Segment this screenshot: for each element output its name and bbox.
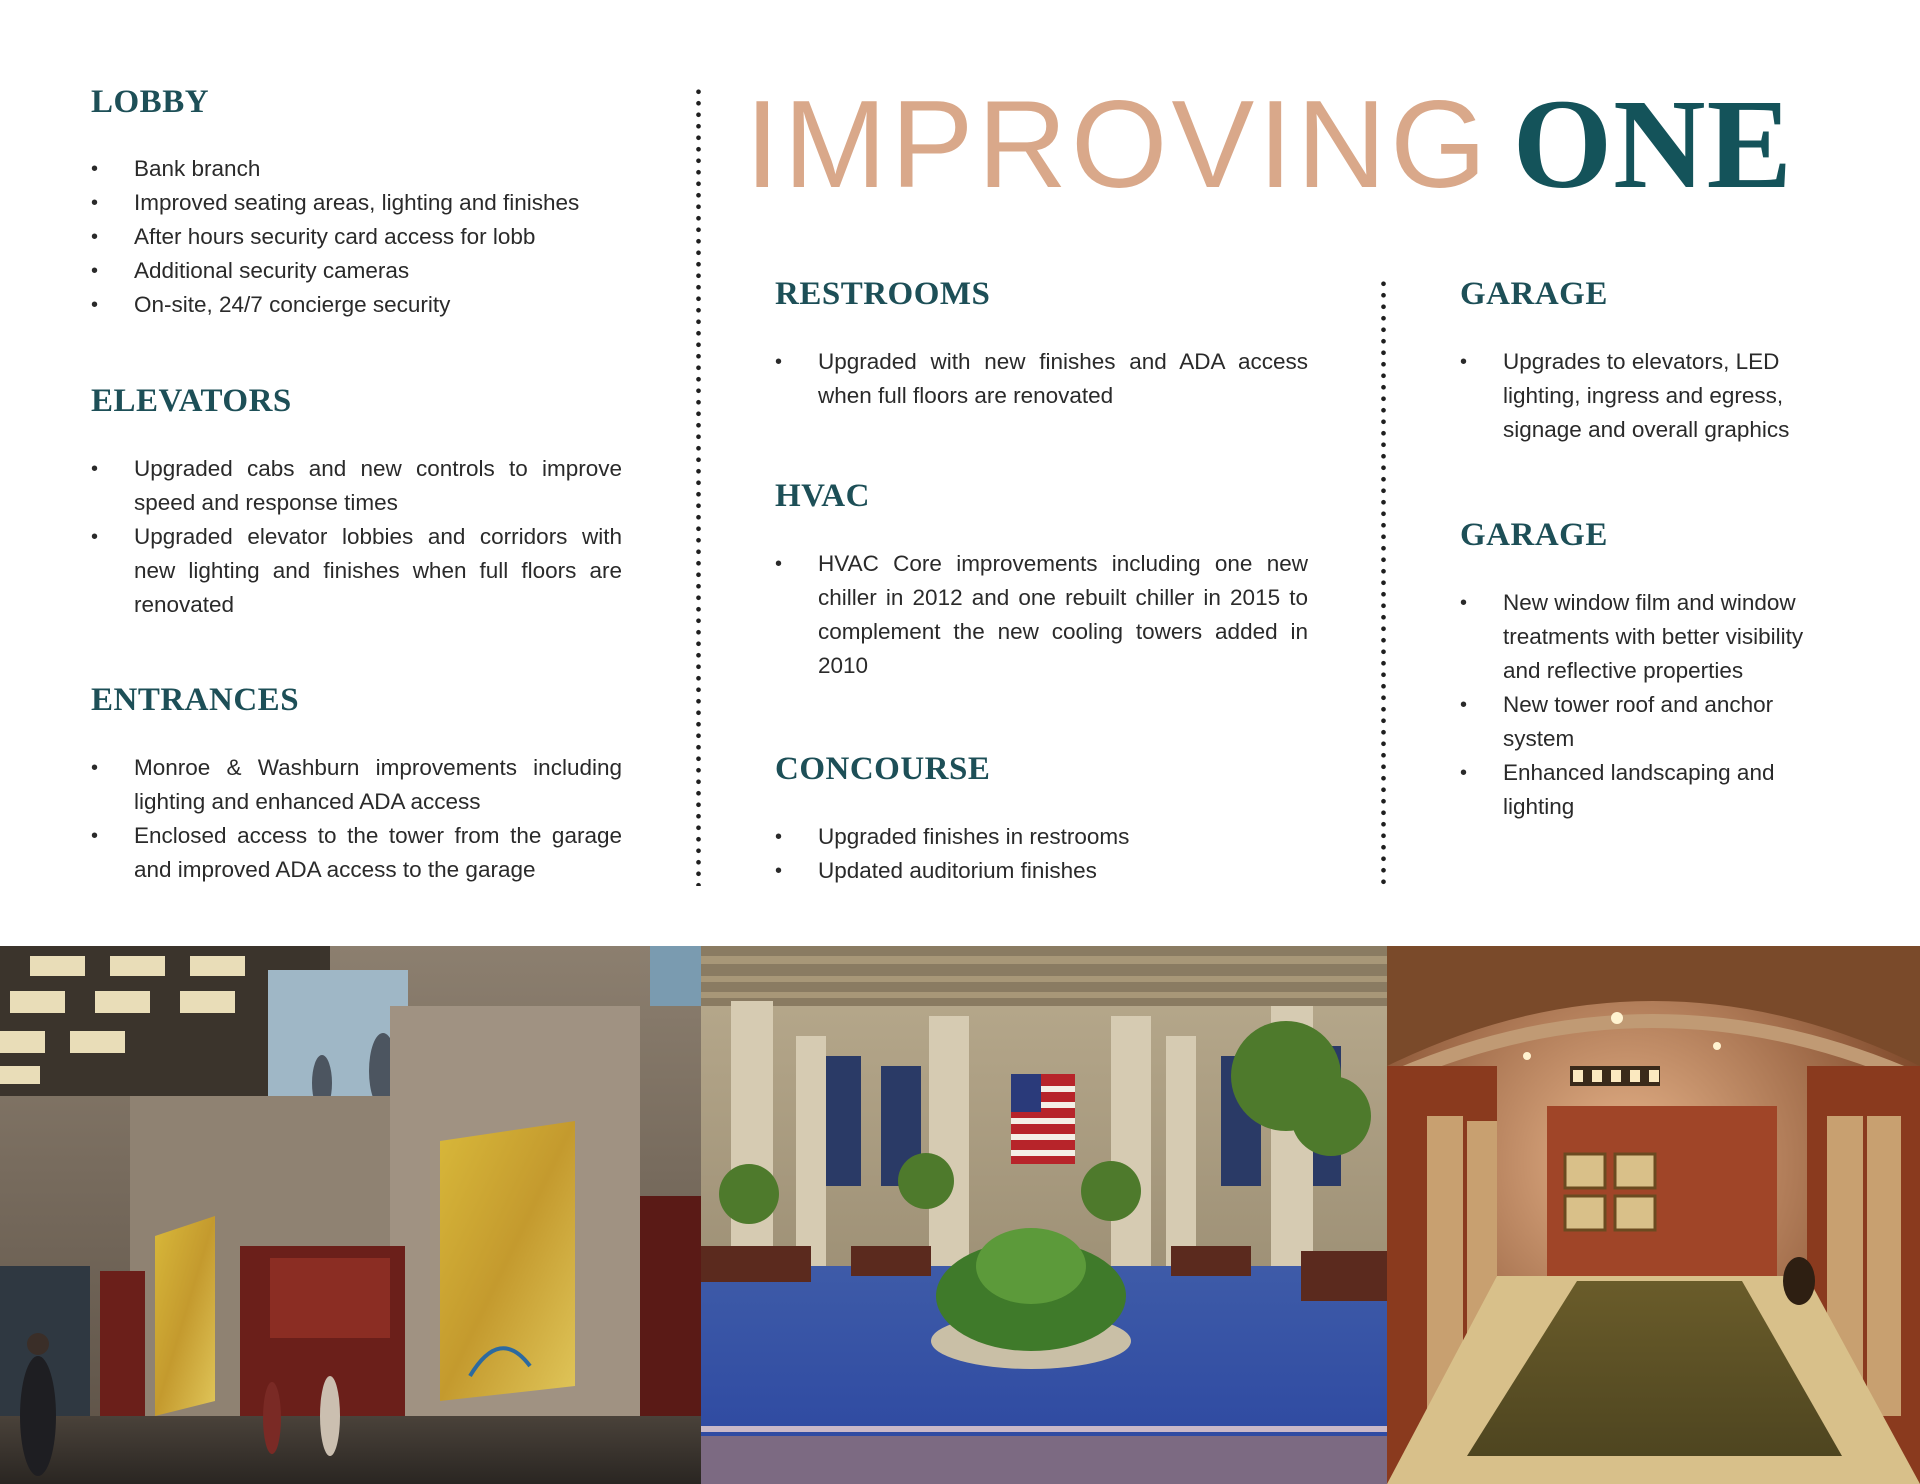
column-divider: [696, 86, 701, 886]
list-item: • Upgraded elevator lobbies and corridors with new lighting and finishes when full floors are renovated: [91, 520, 622, 622]
title-bold: ONE: [1512, 73, 1793, 215]
garage-list: [1460, 345, 1832, 447]
page-title: [745, 73, 1793, 215]
entrances-list: [91, 751, 622, 887]
concourse-heading: CONCOURSE: [775, 751, 991, 787]
list-item: • Upgraded cabs and new controls to improve speed and response times: [91, 452, 622, 520]
list-item: • HVAC Core improvements including one new chiller in 2012 and one rebuilt chiller in 2015 to complement the new cooling towers added in 2010: [775, 547, 1308, 683]
list-item: • Updated auditorium finishes: [775, 854, 1308, 888]
entrances-heading: ENTRANCES: [91, 682, 300, 718]
list-item: • After hours security card access for lobb: [91, 220, 621, 254]
hvac-heading: HVAC: [775, 478, 870, 514]
lobby-heading: LOBBY: [91, 84, 210, 120]
concourse-photo: [701, 946, 1387, 1484]
garage-list-2: [1460, 586, 1832, 824]
restrooms-heading: RESTROOMS: [775, 276, 991, 312]
lobby-photo: [0, 946, 701, 1484]
list-item: • Enhanced landscaping and lighting: [1460, 756, 1832, 824]
restrooms-list: [775, 345, 1308, 413]
list-item: • Bank branch: [91, 152, 621, 186]
list-item: • New tower roof and anchor system: [1460, 688, 1832, 756]
list-item: • Improved seating areas, lighting and finishes: [91, 186, 621, 220]
list-item: • New window film and window treatments with better visibility and reflective properties: [1460, 586, 1832, 688]
elevator-lobby-photo: [1387, 946, 1920, 1484]
list-item: • Enclosed access to the tower from the garage and improved ADA access to the garage: [91, 819, 622, 887]
list-item: • Upgraded with new finishes and ADA access when full floors are renovated: [775, 345, 1308, 413]
elevators-heading: ELEVATORS: [91, 383, 292, 419]
elevators-list: [91, 452, 622, 622]
garage-heading-2: GARAGE: [1460, 517, 1608, 553]
list-item: • Monroe & Washburn improvements including lighting and enhanced ADA access: [91, 751, 622, 819]
column-divider: [1381, 278, 1386, 886]
list-item: • Additional security cameras: [91, 254, 621, 288]
list-item: • Upgraded finishes in restrooms: [775, 820, 1308, 854]
lobby-list: [91, 152, 621, 322]
garage-heading: GARAGE: [1460, 276, 1608, 312]
title-light: IMPROVING: [745, 76, 1491, 214]
hvac-list: [775, 547, 1308, 683]
list-item: • On-site, 24/7 concierge security: [91, 288, 621, 322]
list-item: • Upgrades to elevators, LED lighting, ingress and egress, signage and overall graphics: [1460, 345, 1832, 447]
concourse-list: [775, 820, 1308, 888]
